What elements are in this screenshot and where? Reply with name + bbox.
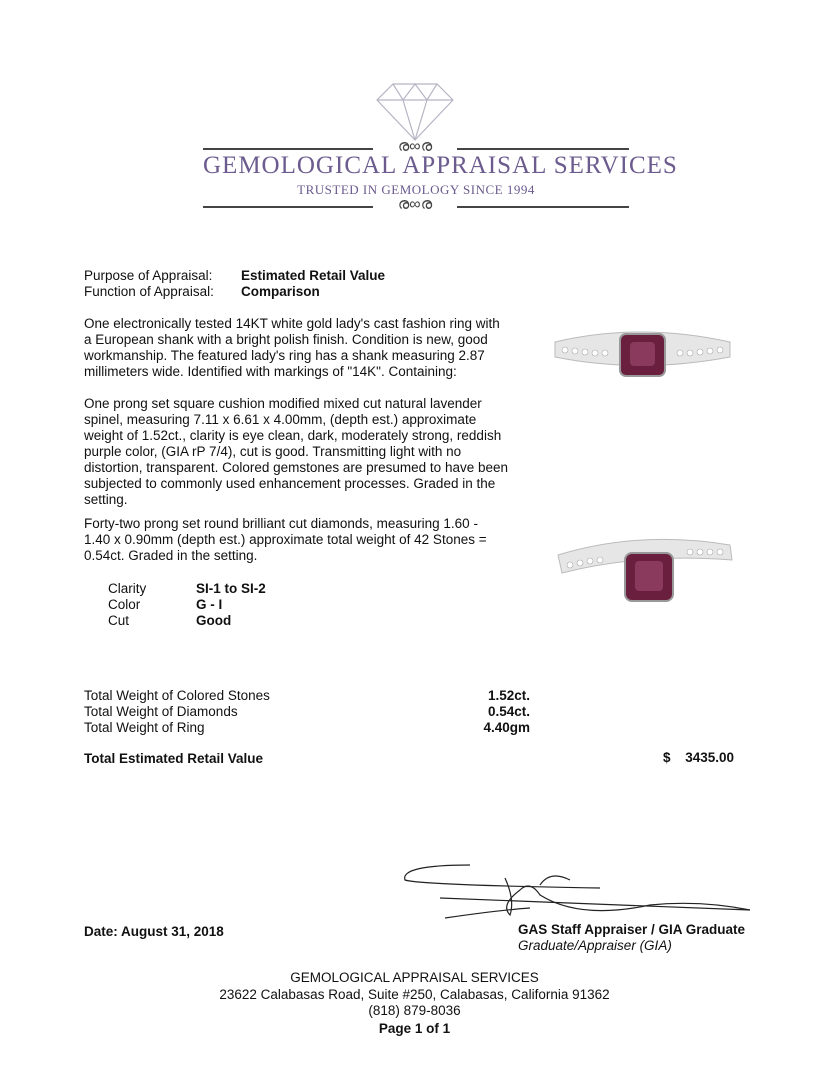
- retail-currency: $: [663, 750, 671, 765]
- ring-description: One electronically tested 14KT white gold lady's cast fashion ring with a European shank with a bright polish finish. Condition is new, good workmanship. The featured lady's ring has a shank measuring 2.87 millimeters wide. Identified with markings of "14K". Containing:: [84, 316, 500, 379]
- grade-color-value: G - I: [196, 597, 223, 612]
- footer-company: GEMOLOGICAL APPRAISAL SERVICES: [290, 970, 539, 985]
- spinel-description: One prong set square cushion modified mixed cut natural lavender spinel, measuring 7.11 x 6.61 x 4.00mm, (depth est.) approximate weight of 1.52ct., clarity is eye clean, dark, moderately strong, reddish purple color, (GIA rP 7/4), cut is good. Transmitting light with no distortion, transparent. Colored gemstones are presumed to have been subjected to commonly used enhancement processes. Graded in the setting.: [84, 396, 508, 507]
- diamond-description: Forty-two prong set round brilliant cut diamonds, measuring 1.60 - 1.40 x 0.90mm (depth est.) approximate total weight of 42 Stones = 0.54ct. Graded in the setting.: [84, 516, 487, 563]
- retail-value-label: Total Estimated Retail Value: [84, 751, 264, 766]
- logo-rule-bottom-left: [203, 206, 373, 208]
- grade-clarity-label: Clarity: [108, 581, 147, 596]
- total-ring-label: Total Weight of Ring: [84, 720, 205, 735]
- total-diamonds-value: 0.54ct.: [487, 704, 530, 719]
- page-number: Page 1 of 1: [378, 1021, 451, 1036]
- footer-address: 23622 Calabasas Road, Suite #250, Calabasas, California 91362: [219, 987, 610, 1002]
- signer-title: GAS Staff Appraiser / GIA Graduate: [518, 922, 746, 937]
- company-tagline: TRUSTED IN GEMOLOGY SINCE 1994: [297, 182, 535, 197]
- company-logo-title: GEMOLOGICAL APPRAISAL SERVICES: [203, 152, 678, 179]
- total-colored-label: Total Weight of Colored Stones: [84, 688, 270, 703]
- flourish-top-icon: ര∞ര: [397, 138, 433, 155]
- retail-value: 3435.00: [685, 750, 734, 765]
- grade-cut-value: Good: [196, 613, 232, 628]
- logo-rule-top-right: [457, 148, 629, 150]
- grade-color-label: Color: [108, 597, 141, 612]
- total-colored-value: 1.52ct.: [487, 688, 530, 703]
- footer-phone: (818) 879-8036: [368, 1003, 461, 1018]
- grade-clarity-value: SI-1 to SI-2: [196, 581, 266, 596]
- logo: [195, 80, 678, 220]
- function-value: Comparison: [241, 284, 320, 299]
- signer-subtitle: Graduate/Appraiser (GIA): [518, 938, 672, 953]
- ring-photo-angle: [550, 525, 735, 610]
- grade-cut-label: Cut: [108, 613, 130, 628]
- purpose-label: Purpose of Appraisal:: [84, 268, 213, 283]
- total-diamonds-label: Total Weight of Diamonds: [84, 704, 238, 719]
- signature: [400, 860, 755, 920]
- logo-rule-bottom-right: [457, 206, 629, 208]
- appraisal-date: Date: August 31, 2018: [84, 924, 224, 939]
- purpose-value: Estimated Retail Value: [241, 268, 386, 283]
- function-label: Function of Appraisal:: [84, 284, 214, 299]
- ring-photo-front: [550, 312, 735, 387]
- total-ring-value: 4.40gm: [483, 720, 530, 735]
- diamond-icon: [375, 82, 455, 142]
- flourish-bottom-icon: ര∞ര: [397, 196, 433, 213]
- logo-rule-top-left: [203, 148, 373, 150]
